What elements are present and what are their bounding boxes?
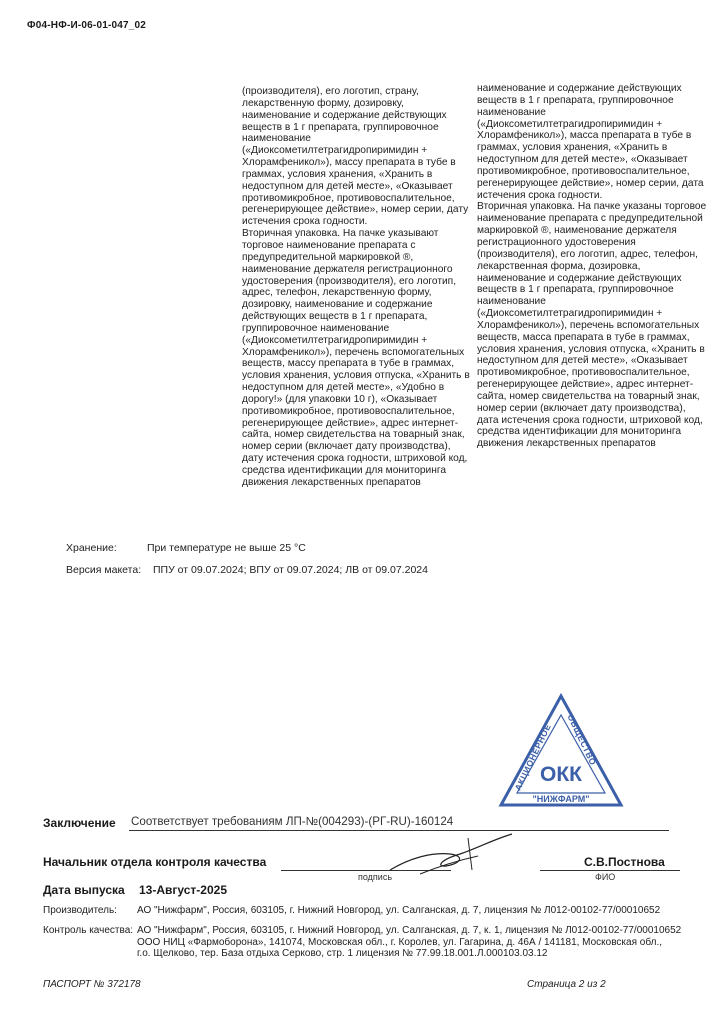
qc-chief-label: Начальник отдела контроля качества — [43, 855, 267, 869]
stamp-ring-text-left: АКЦИОНЕРНОЕ — [512, 721, 554, 793]
manufacturer-label: Производитель: — [43, 905, 117, 916]
packaging-text-left-column: (производителя), его логотип, страну, лекарственную форму, дозировку, наименование и содержание действующих веществ в 1 г препарата, группировочное наименование («Диоксометилтетрагидропиримидин + Хлорамфеникол»), массу препарата в тубе в граммах, условия хранения, «Хранить в недоступном для детей месте», «Оказывает противомикробное, противовоспалительное, регенерирующее действие», номер серии, дату истечения срока годности. Вторичная упаковка. На пачке указывают торговое наименование препарата с предупредительной маркировкой ®, наименование держателя регистрационного удостоверения (производителя), его логотип, адрес, телефон, лекарственную форму, дозировку, наименование и содержание действующих веществ в 1 г препарата, группировочное наименование («Диоксометилтетрагидропиримидин + Хлорамфеникол»), перечень вспомогательных веществ, массу препарата в тубе в граммах, условия хранения, условия отпуска, «Хранить в недоступном для детей месте», «Удобно в дорогу!» (для упаковки 10 г), «Оказывает противомикробное, противовоспалительное, регенерирующее действие», адрес интернет-сайта, номер свидетельства на товарный знак, номер серии (включает дату производства), дату истечения срока годности, штриховой код, средства идентификации для мониторинга движения лекарственных препаратов — [242, 86, 470, 488]
page-number: Страница 2 из 2 — [527, 979, 606, 990]
qc-chief-name: С.В.Постнова — [584, 855, 665, 869]
conclusion-value: Соответствует требованиям ЛП-№(004293)-(РГ-RU)-160124 — [131, 815, 454, 828]
layout-version-value: ППУ от 09.07.2024; ВПУ от 09.07.2024; ЛВ от 09.07.2024 — [153, 564, 428, 576]
packaging-text-right-column: наименование и содержание действующих веществ в 1 г препарата, группировочное наименование («Диоксометилтетрагидропиримидин + Хлорамфеникол»), масса препарата в тубе в граммах, условия хранения, «Хранить в недоступном для детей месте», «Оказывает противомикробное, противовоспалительное, регенерирующее действие», номер серии, дата истечения срока годности. Вторичная упаковка. На пачке указаны торговое наименование препарата с предупредительной маркировкой ®, наименование держателя регистрационного удостоверения (производителя), его логотип, адрес, телефон, лекарственная форма, дозировка, наименование и содержание действующих веществ в 1 г препарата, группировочное наименование («Диоксометилтетрагидропиримидин + Хлорамфеникол»), перечень вспомогательных веществ, масса препарата в тубе в граммах, условия хранения, условия отпуска, «Хранить в недоступном для детей месте», «Оказывает противомикробное, противовоспалительное, регенерирующее действие», адрес интернет-сайта, номер свидетельства на товарный знак, номер серии (включает дату производства), дата истечения срока годности, штриховой код, средства идентификации для мониторинга движения лекарственных препаратов — [477, 83, 707, 450]
name-caption: ФИО — [595, 872, 616, 882]
release-date-label: Дата выпуска — [43, 883, 125, 897]
storage-label: Хранение: — [66, 542, 117, 554]
manufacturer-value: АО "Нижфарм", Россия, 603105, г. Нижний Новгород, ул. Салганская, д. 7, лицензия № Л012-00102-77/00010652 — [137, 905, 661, 916]
stamp-center-text: ОКК — [540, 763, 582, 786]
stamp-ring-text-right: ОБЩЕСТВО — [565, 712, 599, 768]
layout-version-label: Версия макета: — [66, 564, 142, 576]
name-line — [540, 870, 680, 871]
stamp-bottom-text: "НИЖФАРМ" — [532, 794, 590, 804]
storage-value: При температуре не выше 25 °С — [147, 542, 306, 554]
quality-control-label: Контроль качества: — [43, 925, 134, 936]
conclusion-label: Заключение — [43, 816, 116, 830]
company-stamp — [497, 693, 625, 811]
svg-text:ОБЩЕСТВО — [565, 713, 598, 767]
passport-number: ПАСПОРТ № 372178 — [43, 979, 141, 990]
signature-caption: подпись — [358, 872, 393, 882]
quality-control-value: АО "Нижфарм", Россия, 603105, г. Нижний Новгород, ул. Салганская, д. 7, к. 1, лицензия № Л012-00102-77/00010652 ООО НИЦ «Фармоборона», 141074, Московская обл., г. Королев, ул. Гагарина, д. 46А / 141181, Московская обл., г.о. Щелково, тер. База отдыха Серково, стр. 1 лицензия № 77.99.18.001.Л.000103.03.12 — [137, 925, 682, 959]
release-date-value: 13-Август-2025 — [139, 883, 228, 897]
handwritten-signature — [380, 830, 520, 880]
document-code: Ф04-НФ-И-06-01-047_02 — [27, 20, 147, 31]
